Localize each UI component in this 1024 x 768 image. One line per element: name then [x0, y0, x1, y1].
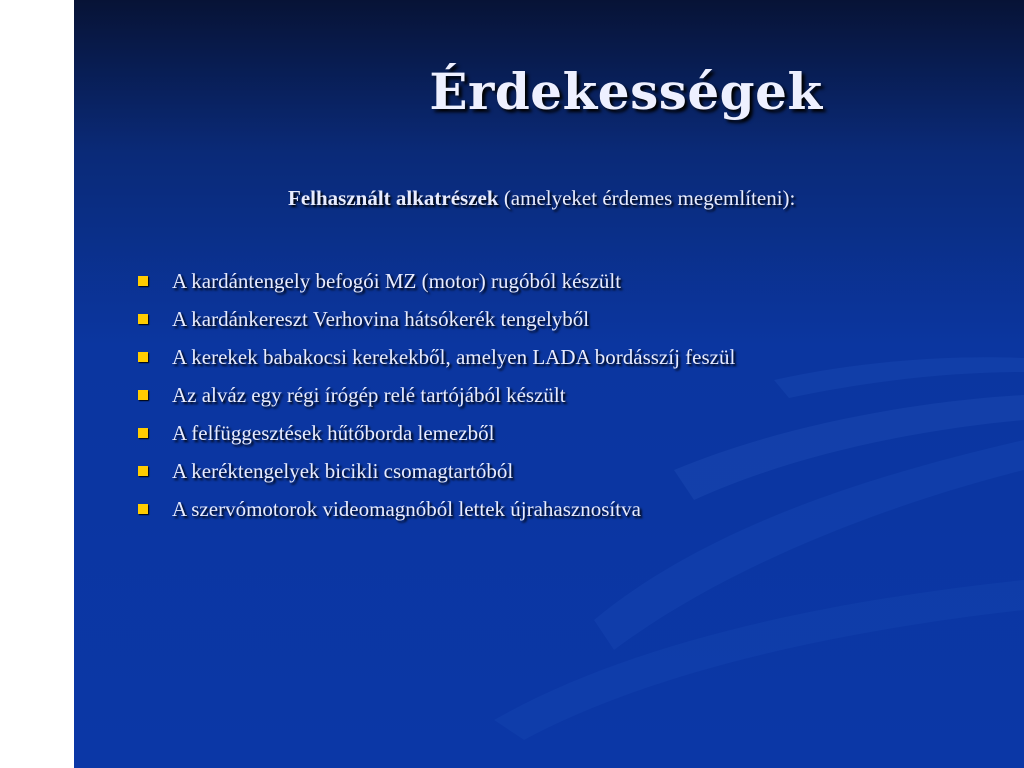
bullet-text: Az alváz egy régi írógép relé tartójából készült: [172, 382, 566, 407]
square-bullet-icon: [138, 390, 148, 400]
bullet-list: [134, 262, 994, 528]
square-bullet-icon: [138, 504, 148, 514]
bullet-item: [134, 262, 994, 300]
bullet-text: A kardánkereszt Verhovina hátsókerék tengelyből: [172, 306, 590, 331]
bullet-item: [134, 452, 994, 490]
bullet-item: [134, 376, 994, 414]
square-bullet-icon: [138, 428, 148, 438]
bullet-text: A kardántengely befogói MZ (motor) rugóból készült: [172, 268, 622, 293]
bullet-text: A kerekek babakocsi kerekekből, amelyen LADA bordásszíj feszül: [172, 344, 736, 369]
square-bullet-icon: [138, 276, 148, 286]
slide: [74, 0, 1024, 768]
subtitle-rest: (amelyeket érdemes megemlíteni):: [498, 186, 796, 210]
bullet-text: A felfüggesztések hűtőborda lemezből: [172, 420, 495, 445]
bullet-item: [134, 414, 994, 452]
bullet-item: [134, 300, 994, 338]
bullet-text: A szervómotorok videomagnóból lettek újrahasznosítva: [172, 496, 641, 521]
square-bullet-icon: [138, 352, 148, 362]
square-bullet-icon: [138, 314, 148, 324]
subtitle-bold: Felhasznált alkatrészek: [288, 186, 499, 210]
slide-subtitle: [288, 186, 1008, 211]
slide-title: Érdekességek: [429, 62, 823, 121]
bullet-text: A keréktengelyek bicikli csomagtartóból: [172, 458, 514, 483]
bullet-item: [134, 490, 994, 528]
bullet-item: [134, 338, 994, 376]
square-bullet-icon: [138, 466, 148, 476]
